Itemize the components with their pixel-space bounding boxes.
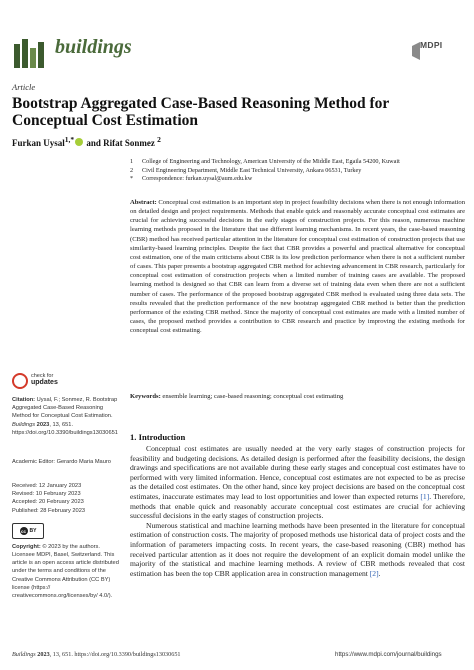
- citation-text: Uysal, F.; Sonmez, R. Bootstrap Aggregated Case-Based Reasoning Method for Conceptual Cost Estimation.: [12, 397, 118, 420]
- affiliation-item: [130, 167, 460, 176]
- author-conjunction: and: [84, 138, 104, 148]
- author-list: [12, 135, 161, 148]
- author-affiliation-marker: 2: [157, 135, 161, 144]
- paragraph-text: Numerous statistical and machine learning methods have been presented in the literature for conceptual estimation of construction costs. The majority of proposed methods use historical data of project costs and the information of parameters impacting costs. In recent years, the case-based reasoning (CBR) method has received particular attention as it does not require the development of an explicit domain model unlike the majority of the statistical and machine learning methods. A review of CBR methods revealed that cost estimation has been the top CBR application area in construction management: [130, 520, 465, 578]
- section-heading: 1. Introduction: [130, 432, 186, 442]
- affiliation-text: Civil Engineering Department, Middle East Technical University, Ankara 06531, Turkey: [142, 166, 362, 174]
- by-label: BY: [29, 528, 37, 534]
- copyright-label: Copyright:: [12, 544, 41, 550]
- affiliation-item: [130, 175, 460, 184]
- citation-label: Citation:: [12, 397, 36, 403]
- accepted-date: Accepted: 20 February 2023: [12, 499, 84, 506]
- footer-journal: Buildings: [12, 651, 36, 658]
- footer-year: 2023: [35, 651, 50, 658]
- journal-name: buildings: [55, 36, 132, 58]
- check-for-updates-icon[interactable]: [12, 373, 28, 389]
- reference-link[interactable]: [2]: [369, 568, 379, 578]
- check-updates-line1: check for: [31, 373, 54, 379]
- paragraph: [130, 521, 465, 579]
- academic-editor: Academic Editor: Gerardo Maria Mauro: [12, 459, 111, 465]
- cc-icon: cc: [21, 528, 27, 534]
- keywords-label: Keywords:: [130, 393, 161, 400]
- cc-by-license-icon[interactable]: [12, 523, 44, 539]
- received-date: Received: 12 January 2023: [12, 483, 82, 489]
- citation-block: [12, 396, 120, 437]
- publisher-logo-text: MDPI: [420, 40, 443, 50]
- citation-journal: Buildings: [12, 421, 36, 428]
- abstract: [130, 198, 465, 335]
- affiliation-marker: 2: [130, 166, 134, 174]
- paragraph-text: .: [378, 568, 381, 578]
- publication-dates: [12, 482, 120, 515]
- author-affiliation-marker: 1,*: [64, 135, 75, 144]
- affiliation-text: College of Engineering and Technology, American University of the Middle East, Egaila 54200, Kuwait: [142, 158, 400, 165]
- check-for-updates-button[interactable]: [31, 373, 58, 386]
- footer-doi[interactable]: , 13, 651. https://doi.org/10.3390/buildings13030651: [49, 651, 181, 658]
- check-updates-line2: updates: [31, 378, 58, 386]
- paragraph: [130, 444, 465, 521]
- author-name[interactable]: Furkan Uysal: [12, 138, 65, 148]
- footer-journal-url[interactable]: https://www.mdpi.com/journal/buildings: [335, 651, 442, 658]
- copyright-text: © 2023 by the authors. Licensee MDPI, Basel, Switzerland. This article is an open access article distributed under the terms and conditions of the Creative Commons Attribution (CC BY) license (https:// creativecommons.org/licenses/by/ 4.0/).: [12, 544, 119, 599]
- affiliation-item: [130, 158, 460, 167]
- correspondence-text[interactable]: Correspondence: furkan.uysal@aum.edu.kw: [142, 175, 253, 183]
- revised-date: Revised: 10 February 2023: [12, 491, 81, 498]
- published-date: Published: 28 February 2023: [12, 507, 86, 514]
- footer-citation: [12, 651, 181, 658]
- abstract-text: Conceptual cost estimation is an important step in project feasibility decisions when there is not enough information on detailed design and project requirements. Methods that enable quick and reasonably accurate conceptual cost estimates are crucial for achieving successful decisions in the early stages of construction projects. For this reason, numerous machine learning methods proposed in the literature that use different learning mechanisms. In recent years, the case-based reasoning (CBR) method has received particular attention in the literature for conceptual cost estimation of construction projects that use similarity-based learning principles. Despite the fact that CBR provides a powerful and practical alternative for conceptual cost estimation, one of the main criticisms about CBR is its low prediction performance when there is not a sufficient number of cases. This paper presents a bootstrap aggregated CBR method for achieving advancement in CBR research, particularly for conceptual cost estimation of construction projects when a limited number of training cases are available. The proposed learning method is designed so that CBR can learn from a diverse set of training data even when there are not a sufficient number of cases. The performance of the proposed bootstrap aggregated CBR method is evaluated using three data sets. The results revealed that the prediction performance of the new bootstrap aggregated CBR method is better than the prediction performance of the existing CBR method. Since the majority of conceptual cost estimates are made with a limited number of cases, the proposed method provides a contribution to CBR research and practice by improving the existing methods for conceptual cost estimating.: [130, 199, 465, 335]
- affiliation-marker: 1: [130, 158, 134, 165]
- article-type: Article: [12, 82, 36, 92]
- citation-year: 2023: [35, 421, 50, 428]
- paragraph-text: . Therefore, methods that enable quick and reasonably accurate conceptual cost estimates are crucial for achieving successful decisions in the early stages of construction projects.: [130, 491, 465, 521]
- orcid-icon[interactable]: [75, 138, 83, 146]
- keywords: [130, 392, 465, 401]
- paragraph-text: Conceptual cost estimates are usually needed at the very early stages of construction projects for feasibility and budgeting decisions. As detailed design is performed after the feasibility decisions, the design drawings and specifications are not available during these early stages and conceptual cost estimates have to performed with very limited information. Hence, conceptual cost estimates are not expected to be as precise as the detailed cost estimates. On the other hand, since key project decisions are based on the conceptual cost estimates, inaccurate estimates may lead to lost opportunities and lower than expected returns: [130, 444, 465, 501]
- affiliation-marker: *: [130, 175, 134, 183]
- abstract-label: Abstract:: [130, 199, 157, 206]
- introduction-body: [130, 444, 465, 578]
- citation-doi[interactable]: , 13, 651. https://doi.org/10.3390/buildings13030651: [12, 421, 118, 436]
- copyright-block: [12, 543, 120, 600]
- author-name[interactable]: Rifat Sonmez: [103, 138, 155, 148]
- buildings-logo-icon: [13, 36, 49, 70]
- affiliations: [130, 158, 460, 184]
- paper-title: Bootstrap Aggregated Case-Based Reasoning Method for Conceptual Cost Estimation: [12, 95, 390, 129]
- reference-link[interactable]: [1]: [420, 491, 430, 501]
- keywords-text: ensemble learning; case-based reasoning; conceptual cost estimating: [160, 393, 344, 400]
